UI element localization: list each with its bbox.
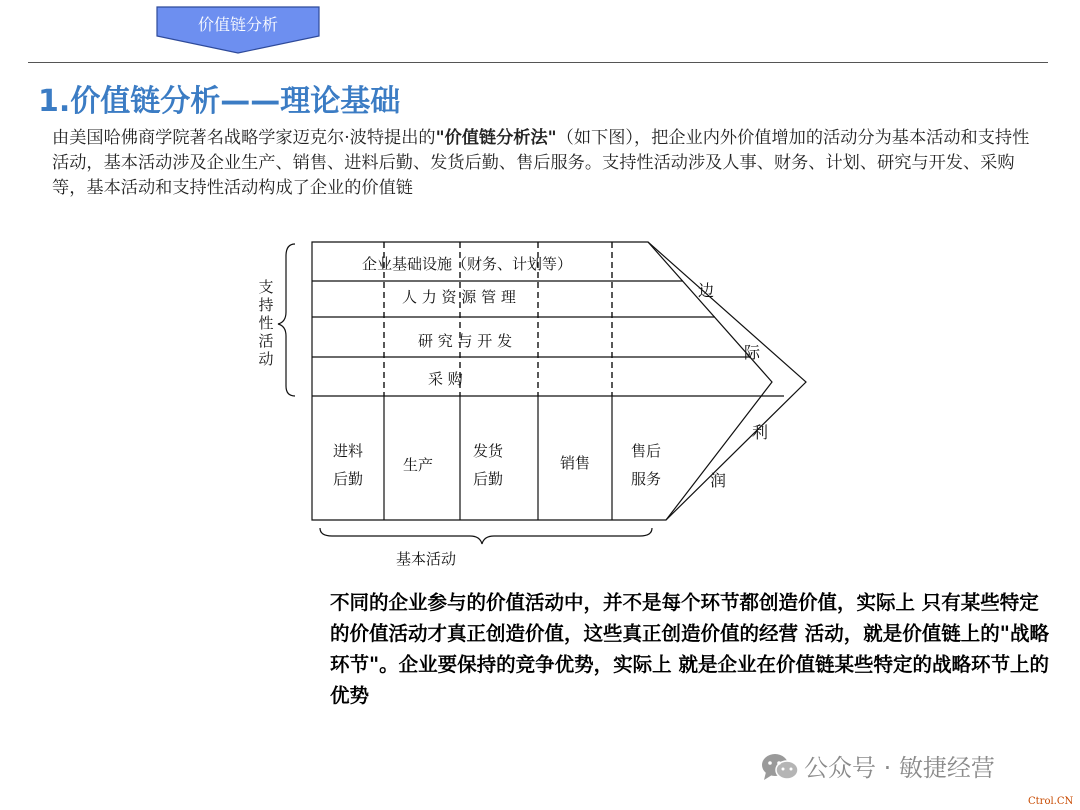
primary-outbound-line-1: 发货 <box>472 442 504 460</box>
wechat-icon <box>760 752 800 782</box>
value-chain-diagram <box>240 236 820 576</box>
primary-operations: 生产 <box>402 456 434 474</box>
support-label-char-5: 动 <box>258 350 274 368</box>
corner-mark: Ctrol.CN <box>1028 796 1074 807</box>
watermark-text: 公众号 · 敏捷经营 <box>804 754 995 782</box>
primary-inbound-line-2: 后勤 <box>332 470 364 488</box>
support-row-infrastructure: 企业基础设施（财务、计划等） <box>362 255 573 273</box>
support-row-procurement: 采 购 <box>428 370 463 388</box>
primary-service-line-2: 服务 <box>630 470 662 488</box>
primary-service-line-1: 售后 <box>630 442 662 460</box>
intro-bold-term: "价值链分析法" <box>435 128 557 148</box>
primary-brace <box>320 528 652 544</box>
conclusion-paragraph: 不同的企业参与的价值活动中，并不是每个环节都创造价值，实际上 只有某些特定的价值活动才真正创造价值，这些真正创造价值的经营 活动，就是价值链上的"战略环节"。企业要保持的竞争优势，实际上 就是企业在价值链某些特定的战略环节上的优势 <box>330 591 1049 707</box>
margin-char-3: 利 <box>751 423 769 442</box>
primary-inbound-line-1: 进料 <box>332 442 364 460</box>
banner-label: 价值链分析 <box>197 15 278 34</box>
section-banner <box>156 6 320 54</box>
primary-activities-label: 基本活动 <box>395 550 457 568</box>
intro-paragraph <box>52 126 1042 201</box>
support-row-hr: 人 力 资 源 管 理 <box>402 288 516 306</box>
margin-char-2: 际 <box>743 343 761 362</box>
support-row-rd: 研 究 与 开 发 <box>418 332 513 350</box>
primary-sales: 销售 <box>559 454 591 472</box>
intro-text-end: （如下图），把企业内外价值增加的活动分为基本活动和支持性活动，基本活动涉及企业生产、销售、进料后勤、发货后勤、售后服务。支持性活动涉及人事、财务、计划、研究与开发、采购等，基本活动和支持性活动构成了企业的价值链 <box>52 128 1030 198</box>
support-label-char-3: 性 <box>258 314 274 332</box>
margin-char-1: 边 <box>697 281 715 300</box>
header-divider <box>28 62 1048 63</box>
support-label-char-1: 支 <box>258 278 274 296</box>
support-label-char-4: 活 <box>258 332 274 350</box>
chain-outline <box>312 242 806 520</box>
margin-char-4: 润 <box>709 471 727 490</box>
support-brace <box>278 244 295 396</box>
primary-outbound-line-2: 后勤 <box>472 470 504 488</box>
intro-text-start: 由美国哈佛商学院著名战略学家迈克尔·波特提出的 <box>52 128 436 148</box>
support-label-char-2: 持 <box>258 296 274 314</box>
page-title: 1.价值链分析——理论基础 <box>38 84 401 119</box>
